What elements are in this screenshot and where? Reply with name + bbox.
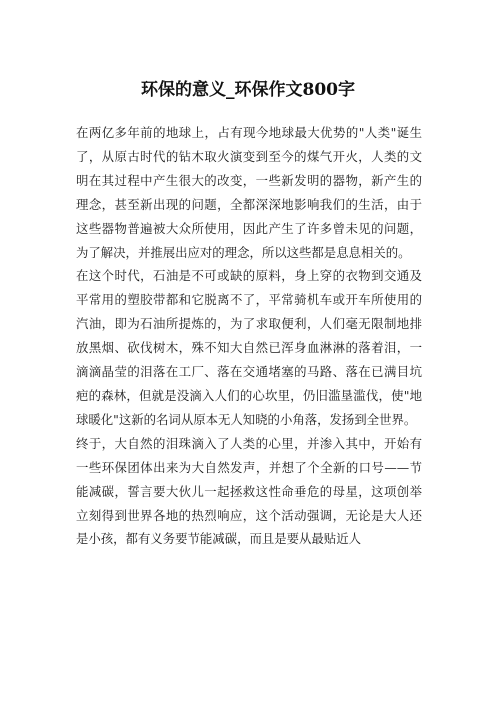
paragraph-2: 在这个时代，石油是不可或缺的原料，身上穿的衣物到交通及平常用的塑胶带都和它脱离不了，平常骑机车或开车所使用的汽油，即为石油所提炼的，为了求取便利，人们毫无限制地排放黑烟、砍伐树木，殊不知大自然已浑身血淋淋的落着泪，一滴滴晶莹的泪落在工厂、落在交通堵塞的马路、落在已满目坑疤的森林，但就是没滴入人们的心坎里，仍旧滥垦滥伐，使"地球暖化"这新的名词从原本无人知晓的小角落，发扬到全世界。 <box>76 268 422 427</box>
document-body <box>76 121 422 551</box>
paragraph-3: 终于，大自然的泪珠滴入了人类的心里，并渗入其中，开始有一些环保团体出来为大自然发声，并想了个全新的口号——节能减碳，誓言要大伙儿一起拯救这性命垂危的母星，这项创举立刻得到世界各地的热烈响应，这个活动强调，无论是大人还是小孩，都有义务要节能减碳，而且是要从最贴近人 <box>76 435 422 547</box>
document-title: 环保的意义_环保作文800字 <box>141 80 355 100</box>
paragraph-1: 在两亿多年前的地球上，占有现今地球最大优势的"人类"诞生了，从原古时代的钻木取火演变到至今的煤气开火，人类的文明在其过程中产生很大的改变，一些新发明的器物，新产生的理念，甚至新出现的问题，全都深深地影响我们的生活，由于这些器物普遍被大众所使用，因此产生了许多曾未见的问题，为了解决，并推展出应对的理念，所以这些都是息息相关的。 <box>76 125 422 260</box>
